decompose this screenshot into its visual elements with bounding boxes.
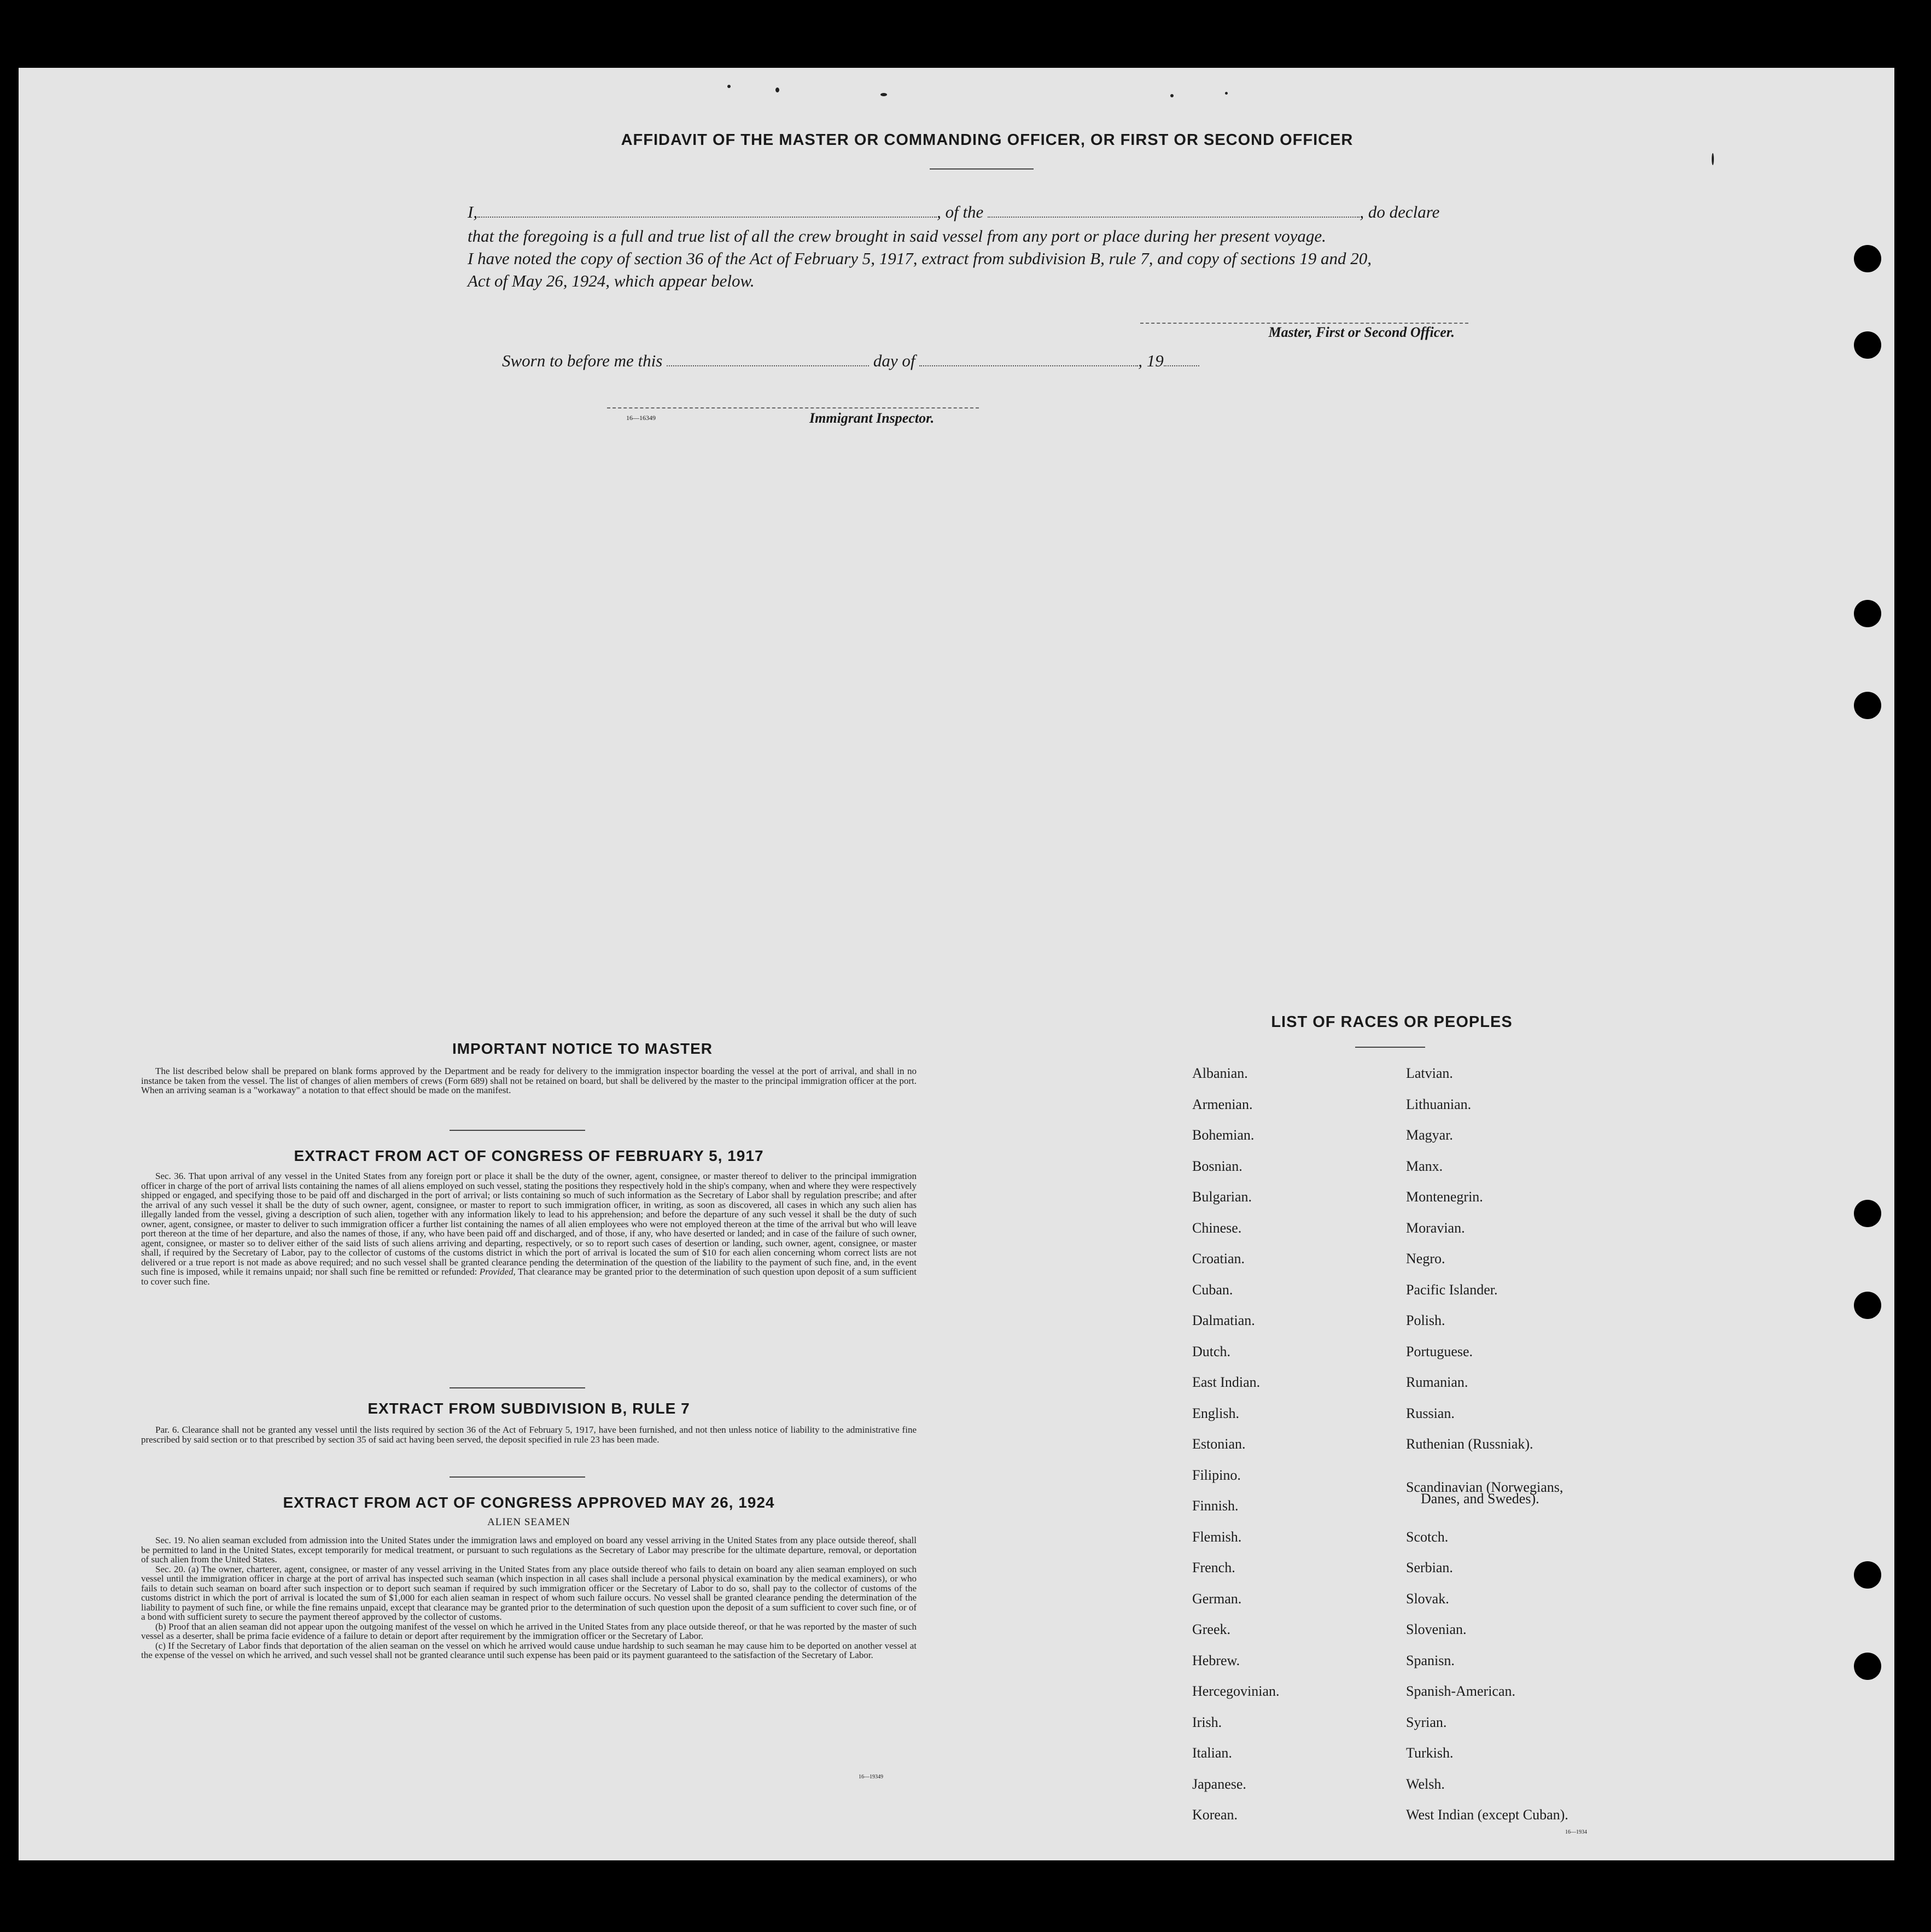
race-item: Dalmatian. <box>1192 1312 1255 1328</box>
race-item: Albanian. <box>1192 1065 1248 1081</box>
section-20c-paragraph: (c) If the Secretary of Labor finds that deportation of the alien seaman on the vessel on which he arrived would cause undue hardship to such seaman he may cause him to be deported on another vessel at the expense of the vessel on which he arrived, and such vessel shall not be granted clearance until such expense has been paid or its payment guaranteed to the satisfaction of the Secretary of Labor. <box>141 1640 917 1660</box>
race-item: Portuguese. <box>1406 1343 1473 1359</box>
binder-hole <box>1854 1561 1881 1589</box>
section-divider <box>450 1130 585 1131</box>
race-item: Greek. <box>1192 1621 1231 1637</box>
binder-hole <box>1854 1292 1881 1319</box>
race-item: Croatian. <box>1192 1251 1245 1266</box>
race-item: Syrian. <box>1406 1714 1447 1730</box>
section-20b-paragraph: (b) Proof that an alien seaman did not appear upon the outgoing manifest of the vessel on which he arrived in the United States from any place outside thereof, or that he was reported by the master of such vessel as a deserter, shall be prima facie evidence of a failure to detain or deport after requirement by the immigration officer or the Secretary of Labor. <box>141 1621 917 1641</box>
race-item: Bohemian. <box>1192 1127 1255 1143</box>
extract-1917-body <box>141 1171 917 1286</box>
binder-hole <box>1854 1653 1881 1680</box>
race-item: Latvian. <box>1406 1065 1453 1081</box>
race-item: Negro. <box>1406 1251 1445 1266</box>
scan-speck <box>1170 94 1174 97</box>
notice-title: IMPORTANT NOTICE TO MASTER <box>452 1040 713 1057</box>
section-20a-paragraph: Sec. 20. (a) The owner, charterer, agent, consignee, or master of any vessel arriving in the United States from any place outside thereof who fails to detain on board any alien seaman employed on such vessel until the immigration officer in charge at the port of arrival has inspected such seaman (which inspection in all cases shall include a personal physical examination by the medical examiners), or who fails to detain such seaman on board after such inspection or to deport such seaman if required by such immigration officer or the Secretary of Labor to do so, shall pay to the collector of customs of the customs district in which the port of arrival is located the sum of $1,000 for each alien seaman in respect of whom such failure occurs. No vessel shall be granted clearance pending the determination of the liability to payment of such fine, or while the fine remains unpaid, except that clearance may be granted prior to the determination of such question upon the deposit of a sum sufficient to cover such fine, or of a bond with sufficient surety to secure the payment thereof approved by the collector of customs. <box>141 1563 917 1622</box>
form-number: 16—19349 <box>859 1774 883 1780</box>
sworn-line <box>502 351 1199 371</box>
binder-hole <box>1854 692 1881 719</box>
race-item: Montenegrin. <box>1406 1189 1483 1205</box>
race-item: Hercegovinian. <box>1192 1683 1280 1699</box>
declaration-line-3: I have noted the copy of section 36 of the Act of February 5, 1917, extract from subdivision B, rule 7, and copy of sections 19 and 20, <box>468 249 1372 268</box>
sworn-day-field <box>667 364 869 366</box>
declaration-line-2: that the foregoing is a full and true list of all the crew brought in said vessel from any port or place during her present voyage. <box>468 226 1326 246</box>
races-title-underline <box>1355 1047 1425 1048</box>
sworn-year-field <box>1164 364 1199 366</box>
race-item: Scandinavian (Norwegians, <box>1406 1479 1564 1496</box>
binder-hole <box>1854 245 1881 272</box>
notice-body <box>141 1066 917 1095</box>
race-item: German. <box>1192 1590 1242 1607</box>
extract-1924-body <box>141 1536 917 1660</box>
race-item: Turkish. <box>1406 1745 1454 1761</box>
scan-speck <box>1225 92 1228 95</box>
extract-1924-title: EXTRACT FROM ACT OF CONGRESS APPROVED MAY 26, 1924 <box>283 1494 775 1511</box>
form-number: 16—1934 <box>1565 1829 1587 1835</box>
of-the-label: , of the <box>937 202 984 221</box>
race-item: Slovak. <box>1406 1590 1449 1607</box>
signature-label: Master, First or Second Officer. <box>1268 324 1455 340</box>
race-item: Italian. <box>1192 1745 1232 1761</box>
race-item: Lithuanian. <box>1406 1096 1472 1112</box>
vessel-name-field <box>988 215 1360 218</box>
race-item: Filipino. <box>1192 1467 1241 1483</box>
race-item: Bosnian. <box>1192 1158 1242 1174</box>
extract-rule7-title: EXTRACT FROM SUBDIVISION B, RULE 7 <box>367 1400 690 1417</box>
race-item-continuation: Danes, and Swedes). <box>1421 1491 1539 1507</box>
day-of-label: day of <box>873 351 915 370</box>
race-item: Slovenian. <box>1406 1621 1467 1637</box>
race-item: Cuban. <box>1192 1281 1233 1298</box>
race-item: Spanish-American. <box>1406 1683 1516 1699</box>
race-item: Bulgarian. <box>1192 1189 1252 1205</box>
race-item: Russian. <box>1406 1405 1455 1421</box>
section-36-text: Sec. 36. That upon arrival of any vessel in the United States from any foreign port or place it shall be the duty of the owner, agent, consignee, or master thereof to deliver to the principal immigration officer in charge of the port of arrival lists containing the names of all aliens employed on such vessel, stating the positions they respectively hold in the ship's company, when and where they were respectively shipped or engaged, and specifying those to be paid off and discharged in the port of arrival; or lists containing so much of such information as the Secretary of Labor shall by regulation prescribe; and after the arrival of any such vessel it shall be the duty of such owner, agent, consignee, or master to report to such immigration officer, in writing, as soon as discovered, all cases in which any such alien has illegally landed from the vessel, giving a description of such alien, together with any information likely to lead to his apprehension; and before the departure of any such vessel it shall be the duty of such owner, agent, consignee, or master to deliver to such immigration officer a further list containing the names of all alien employees who were not employed thereon at the time of the arrival but who will leave port thereon at the time of her departure, and also the names of those, if any, who have been paid off and discharged, and of those, if any, who have deserted or landed; and in case of the failure of such owner, agent, consignee, or master so to deliver either of the said lists of such aliens arriving and departing, respectively, or so to report such cases of desertion or landing, such owner, agent, consignee, or master shall, if required by the Secretary of Labor, pay to the collector of customs of the customs district in which the port of arrival is located the sum of $10 for each alien concerning whom correct lists are not delivered or a true report is not made as above required; and no such vessel shall be granted clearance pending the determination of the question of the liability to the payment of such fine, and, in the event such fine is imposed, while it remains unpaid; nor shall such fine be remitted or refunded: <box>141 1171 917 1277</box>
race-item: Finnish. <box>1192 1498 1239 1514</box>
race-item: Armenian. <box>1192 1096 1253 1112</box>
race-item: Pacific Islander. <box>1406 1281 1498 1298</box>
declarant-prefix: I, <box>468 202 478 221</box>
race-item: Scotch. <box>1406 1528 1449 1545</box>
race-item: West Indian (except Cuban). <box>1406 1807 1568 1823</box>
extract-rule7-body <box>141 1425 917 1444</box>
race-item: French. <box>1192 1560 1235 1575</box>
race-item: Estonian. <box>1192 1436 1246 1452</box>
sworn-month-field <box>919 364 1138 366</box>
scan-speck <box>880 93 887 96</box>
do-declare-label: , do declare <box>1360 202 1440 221</box>
section-36-text-end: That clearance may be granted prior to the determination of such question upon deposit of a sum sufficient to cover such fine. <box>141 1266 917 1287</box>
notice-paragraph: The list described below shall be prepared on blank forms approved by the Department and be ready for delivery to the immigration inspector boarding the vessel at the port of arrival, and shall in no instance be taken from the vessel. The list of changes of alien members of crews (Form 689) shall not be retained on board, but shall be delivered by the master to the principal immigration officer at the port. When an arriving seaman is a "workaway" a notation to that effect should be made on the manifest. <box>141 1066 917 1095</box>
affidavit-title: AFFIDAVIT OF THE MASTER OR COMMANDING OFFICER, OR FIRST OR SECOND OFFICER <box>621 131 1354 149</box>
race-item: Moravian. <box>1406 1219 1465 1236</box>
signature-line <box>1140 323 1468 324</box>
section-divider <box>450 1387 585 1388</box>
rule7-paragraph: Par. 6. Clearance shall not be granted any vessel until the lists required by section 36 of the Act of February 5, 1917, have been furnished, and not then unless notice of liability to the administrative fine prescribed by said section or to that prescribed by section 35 of said act having been served, the deposit specified in rule 23 has been made. <box>141 1425 917 1445</box>
scan-speck <box>1712 153 1714 165</box>
declaration-line-4: Act of May 26, 1924, which appear below. <box>468 271 755 290</box>
section-36-paragraph <box>141 1171 917 1286</box>
race-item: Rumanian. <box>1406 1374 1468 1390</box>
race-item: English. <box>1192 1405 1239 1421</box>
race-item: Japanese. <box>1192 1776 1246 1792</box>
extract-1917-title: EXTRACT FROM ACT OF CONGRESS OF FEBRUARY 5, 1917 <box>294 1147 764 1164</box>
inspector-signature-line <box>607 407 979 408</box>
race-item: Serbian. <box>1406 1560 1453 1575</box>
section-divider <box>450 1476 585 1478</box>
scan-speck <box>727 85 731 88</box>
race-item: Ruthenian (Russniak). <box>1406 1436 1533 1452</box>
race-item: Welsh. <box>1406 1776 1445 1792</box>
declarant-name-field <box>477 215 937 218</box>
inspector-label: Immigrant Inspector. <box>809 410 935 426</box>
sworn-label: Sworn to before me this <box>502 351 663 370</box>
year-label: , 19 <box>1138 351 1164 370</box>
binder-hole <box>1854 331 1881 359</box>
binder-hole <box>1854 600 1881 627</box>
section-19-paragraph: Sec. 19. No alien seaman excluded from admission into the United States under the immigration laws and employed on board any vessel arriving in the United States from any place outside thereof, shall be permitted to land in the United States, except temporarily for medical treatment, or pursuant to such regulations as the Secretary of Labor may prescribe for the ultimate departure, removal, or deportation of such alien from the United States. <box>141 1535 917 1565</box>
race-item: Magyar. <box>1406 1127 1453 1143</box>
title-underline <box>930 168 1034 170</box>
declaration-line-1 <box>468 202 1439 222</box>
races-title: LIST OF RACES OR PEOPLES <box>1271 1013 1513 1031</box>
race-item: Flemish. <box>1192 1528 1242 1545</box>
race-item: Manx. <box>1406 1158 1443 1174</box>
race-item: Chinese. <box>1192 1219 1242 1236</box>
form-number: 16—16349 <box>626 414 656 422</box>
race-item: Hebrew. <box>1192 1652 1240 1668</box>
race-item: East Indian. <box>1192 1374 1261 1390</box>
race-item: Irish. <box>1192 1714 1222 1730</box>
race-item: Korean. <box>1192 1807 1238 1823</box>
race-item: Spanisn. <box>1406 1652 1455 1668</box>
race-item: Polish. <box>1406 1312 1445 1328</box>
proviso-word: Provided, <box>479 1266 516 1277</box>
alien-seamen-subtitle: ALIEN SEAMEN <box>487 1516 570 1528</box>
binder-hole <box>1854 1200 1881 1227</box>
scan-speck <box>775 87 779 92</box>
race-item: Dutch. <box>1192 1343 1231 1359</box>
